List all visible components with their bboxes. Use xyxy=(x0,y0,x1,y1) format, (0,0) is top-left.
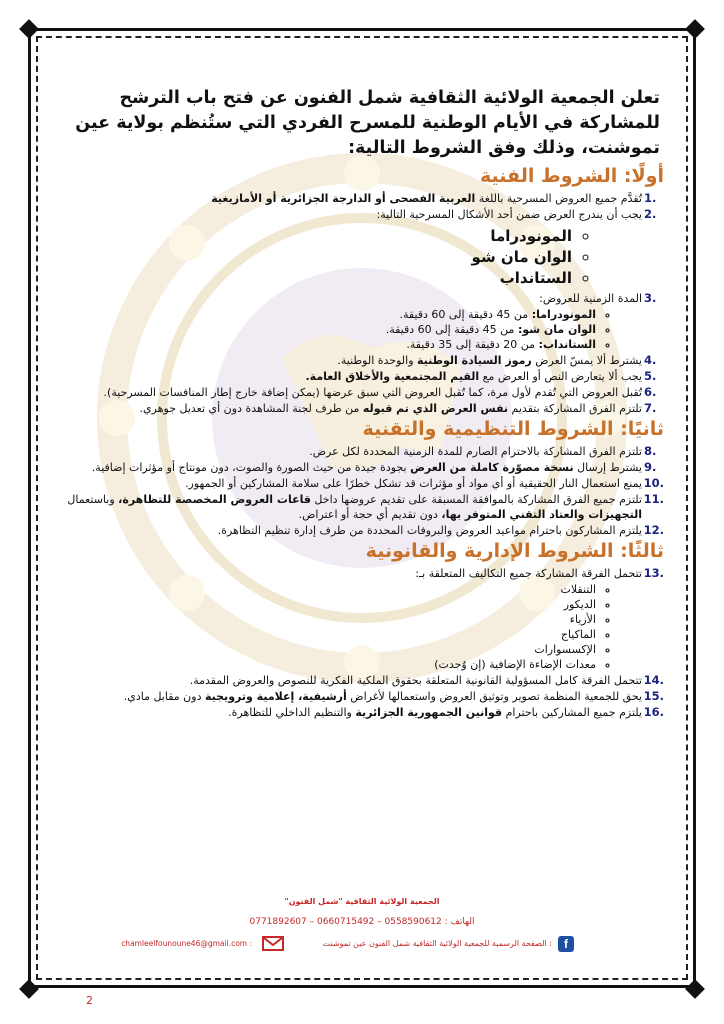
announcement-body xyxy=(60,78,664,838)
cost-item: ◦ معدات الإضاءة الإضافية (إن وُجدت) xyxy=(60,657,596,672)
cost-item: ◦ الإكسسوارات xyxy=(60,642,596,657)
email-link[interactable]: chamleelfounoune46@gmail.com : xyxy=(121,939,252,948)
mail-icon xyxy=(262,936,284,951)
form-item: ◦ الوان مان شو xyxy=(60,247,572,268)
facebook-page-link[interactable]: : الصفحة الرسمية للجمعية الولائية الثقافية شمل الفنون عين تموشنت xyxy=(322,939,552,948)
cost-item: ◦ الأزياء xyxy=(60,612,596,627)
section-title-artistic: أولًا: الشروط الفنية xyxy=(480,165,664,187)
form-item: ◦ المونودراما xyxy=(60,226,572,247)
form-item: ◦ الستانداب xyxy=(60,268,572,289)
intro-paragraph: تعلن الجمعية الولائية الثقافية شمل الفنون عن فتح باب الترشح للمشاركة في الأيام الوطنية للمسرح الفردي التي ستُنظم بولاية عين تموشنت، وذلك وفق الشروط التالية: xyxy=(75,88,660,158)
list-item: .10 يمنع استعمال النار الحقيقية أو أي مواد أو مؤثرات قد تشكل خطرًا على سلامة المشاركين أو الجمهور. xyxy=(185,476,664,490)
list-item: .9 يشترط إرسال نسخة مصوّرة كاملة من العرض بجودة جيدة من حيث الصورة والصوت، دون مونتاج أو مؤثرات إضافية. xyxy=(91,460,657,474)
footer-phones: الهاتف : 0558590612 – 0660715492 – 0771892607 xyxy=(249,917,475,927)
section-title-technical: ثانيًا: الشروط التنظيمية والتقنية xyxy=(362,418,664,440)
cost-item: ◦ الماكياج xyxy=(60,627,596,642)
list-item: .2 يجب أن يندرج العرض ضمن أحد الأشكال المسرحية التالية: ◦ المونودراما ◦ الوان مان شو ◦ الستانداب xyxy=(60,207,664,289)
cost-item: ◦ الديكور xyxy=(60,597,596,612)
section-title-legal: ثالثًا: الشروط الإدارية والقانونية xyxy=(365,540,664,562)
list-item: .6 تُقبل العروض التي تُقدم لأول مرة، كما تُقبل العروض التي سبق عرضها (يمكن إضافة خارج إطار المنافسات المسرحية). xyxy=(103,385,657,399)
footer-org-name: الجمعية الولائية الثقافية "شمل الفنون" xyxy=(284,897,440,906)
duration-item: ◦ الستانداب: من 20 دقيقة إلى 35 دقيقة. xyxy=(60,337,596,352)
duration-item: ◦ المونودراما: من 45 دقيقة إلى 60 دقيقة. xyxy=(60,307,596,322)
list-item: .16 يلتزم جميع المشاركين باحترام قوانين الجمهورية الجزائرية والتنظيم الداخلي للتظاهرة. xyxy=(228,705,664,719)
list-item: .1 تُقدَّم جميع العروض المسرحية باللغة العربية الفصحى أو الدارجة الجزائرية أو الأمازيغية xyxy=(211,191,657,205)
cost-item: ◦ التنقلات xyxy=(60,582,596,597)
list-item: .3 المدة الزمنية للعروض: ◦ المونودراما: من 45 دقيقة إلى 60 دقيقة. ◦ الوان مان شو: من 45 دقيقة إلى 60 دقيقة. ◦ الستانداب: من 20 دقيقة إلى 35 دقيقة. xyxy=(60,291,664,352)
list-item: .13 تتحمل الفرقة المشاركة جميع التكاليف المتعلقة بـ: ◦ التنقلات ◦ الديكور ◦ الأزياء ◦ الماكياج ◦ الإكسسوارات ◦ معدات الإضاءة الإضافية (إن وُجدت) xyxy=(60,566,664,672)
list-item: .4 يشترط ألا يمسّ العرض رموز السيادة الوطنية والوحدة الوطنية. xyxy=(337,353,657,367)
duration-item: ◦ الوان مان شو: من 45 دقيقة إلى 60 دقيقة. xyxy=(60,322,596,337)
list-item: .7 تلتزم الفرق المشاركة بتقديم نفس العرض الذي تم قبوله من طرف لجنة المشاهدة دون أي تعديل جوهري. xyxy=(139,401,657,415)
list-item: .12 يلتزم المشاركون باحترام مواعيد العروض والبروفات المحددة من طرف إدارة تنظيم التظاهرة. xyxy=(217,523,664,537)
list-item: .11 تلتزم جميع الفرق المشاركة بالموافقة المسبقة على تقديم عروضها داخل قاعات العروض المخصصة للتظاهرة، وباستعمال التجهيزات والعتاد التقني المتوفر بها، دون تقديم أي حجة أو اعتراض. xyxy=(67,492,664,521)
list-item: .8 تلتزم الفرق المشاركة بالاحترام الصارم للمدة الزمنية المحددة لكل عرض. xyxy=(309,444,657,458)
list-item: .15 يحق للجمعية المنظمة تصوير وتوثيق العروض واستعمالها لأغراض أرشيفية، إعلامية وترويجية دون مقابل مادي. xyxy=(123,689,664,703)
footer xyxy=(60,896,664,951)
footer-contacts xyxy=(60,936,664,956)
list-item: .14 تتحمل الفرقة كامل المسؤولية القانونية المتعلقة بحقوق الملكية الفكرية للنصوص والعروض المقدمة. xyxy=(189,673,664,687)
list-item: .5 يجب ألا يتعارض النص أو العرض مع القيم المجتمعية والأخلاق العامة. xyxy=(305,369,657,383)
facebook-icon[interactable]: f xyxy=(558,936,574,952)
page-number: 2 xyxy=(86,994,93,1007)
